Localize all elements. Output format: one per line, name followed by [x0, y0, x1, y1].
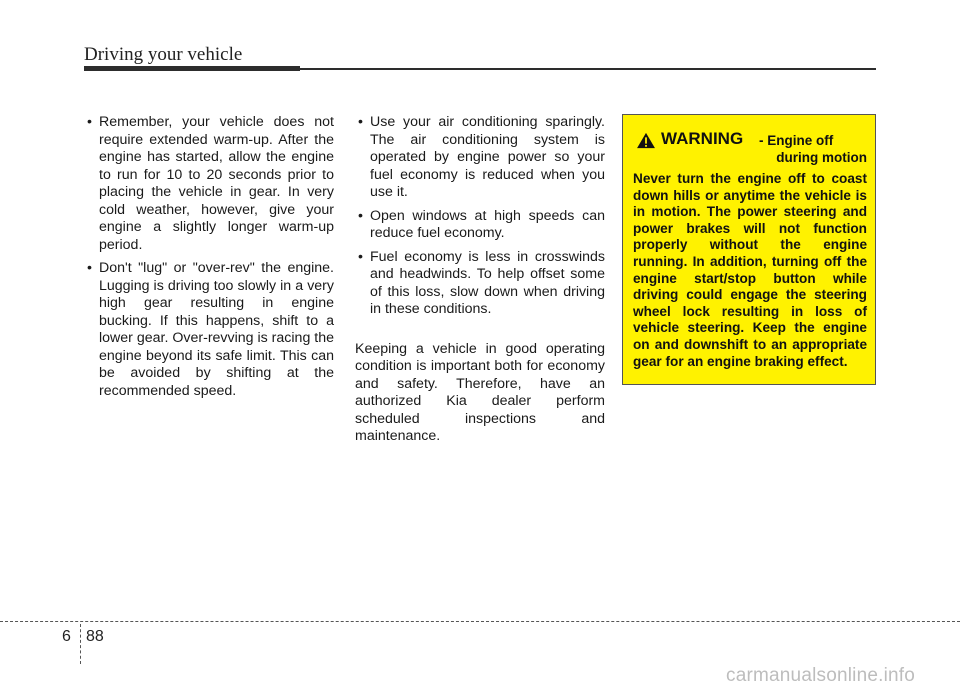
middle-bullet-list — [355, 114, 605, 319]
header-rule — [84, 66, 876, 71]
bullet-warm-up: • Remember, your vehicle does not require extended warm-up. After the engine has started, allow the engine to run for 10 to 20 seconds prior to placing the vehicle in gear. In very cold weather, however, give your engine a slightly longer warm-up period. — [84, 114, 334, 254]
header-rule-thin — [300, 68, 876, 70]
bullet-open-windows: • Open windows at high speeds can reduce fuel economy. — [355, 208, 605, 243]
footer-rule — [0, 621, 960, 622]
watermark: carmanualsonline.info — [726, 665, 916, 686]
bullet-crosswinds: • Fuel economy is less in crosswinds and headwinds. To help offset some of this loss, slow down when driving in these conditions. — [355, 249, 605, 319]
warning-header — [633, 123, 867, 167]
footer-separator — [80, 624, 81, 664]
page-number: 88 — [86, 628, 104, 645]
middle-column — [355, 114, 605, 446]
warning-body: Never turn the engine off to coast down hills or anytime the vehicle is in motion. The power steering and power brakes will not function properly without the engine running. In addition, turning off the engine start/stop button while driving could engage the steering wheel lock resulting in loss of vehicle steering. Keep the engine on and downshift to an appropriate gear for an engine braking effect. — [633, 171, 867, 369]
warning-label: WARNING — [661, 129, 744, 148]
header-rule-thick — [84, 66, 300, 71]
left-column — [84, 114, 334, 406]
maintenance-paragraph: Keeping a vehicle in good operating condition is important both for economy and safety. Therefore, have an authorized Kia dealer perform scheduled inspections and maintenance. — [355, 340, 605, 444]
warning-box — [622, 114, 876, 385]
warning-topic-line2: during motion — [776, 150, 867, 165]
chapter-number: 6 — [62, 628, 71, 645]
page-section-title: Driving your vehicle — [84, 44, 243, 65]
warning-topic-line1: - Engine off — [759, 133, 834, 148]
bullet-air-conditioning: • Use your air conditioning sparingly. The air conditioning system is operated by engine power so your fuel economy is reduced when you use it. — [355, 114, 605, 202]
warning-triangle-icon — [635, 132, 657, 149]
bullet-lug-over-rev: • Don't "lug" or "over-rev" the engine. Lugging is driving too slowly in a very high gear resulting in engine bucking. If this happens, shift to a lower gear. Over-revving is racing the engine beyond its safe limit. This can be avoided by shifting at the recommended speed. — [84, 260, 334, 400]
left-bullet-list — [84, 114, 334, 400]
